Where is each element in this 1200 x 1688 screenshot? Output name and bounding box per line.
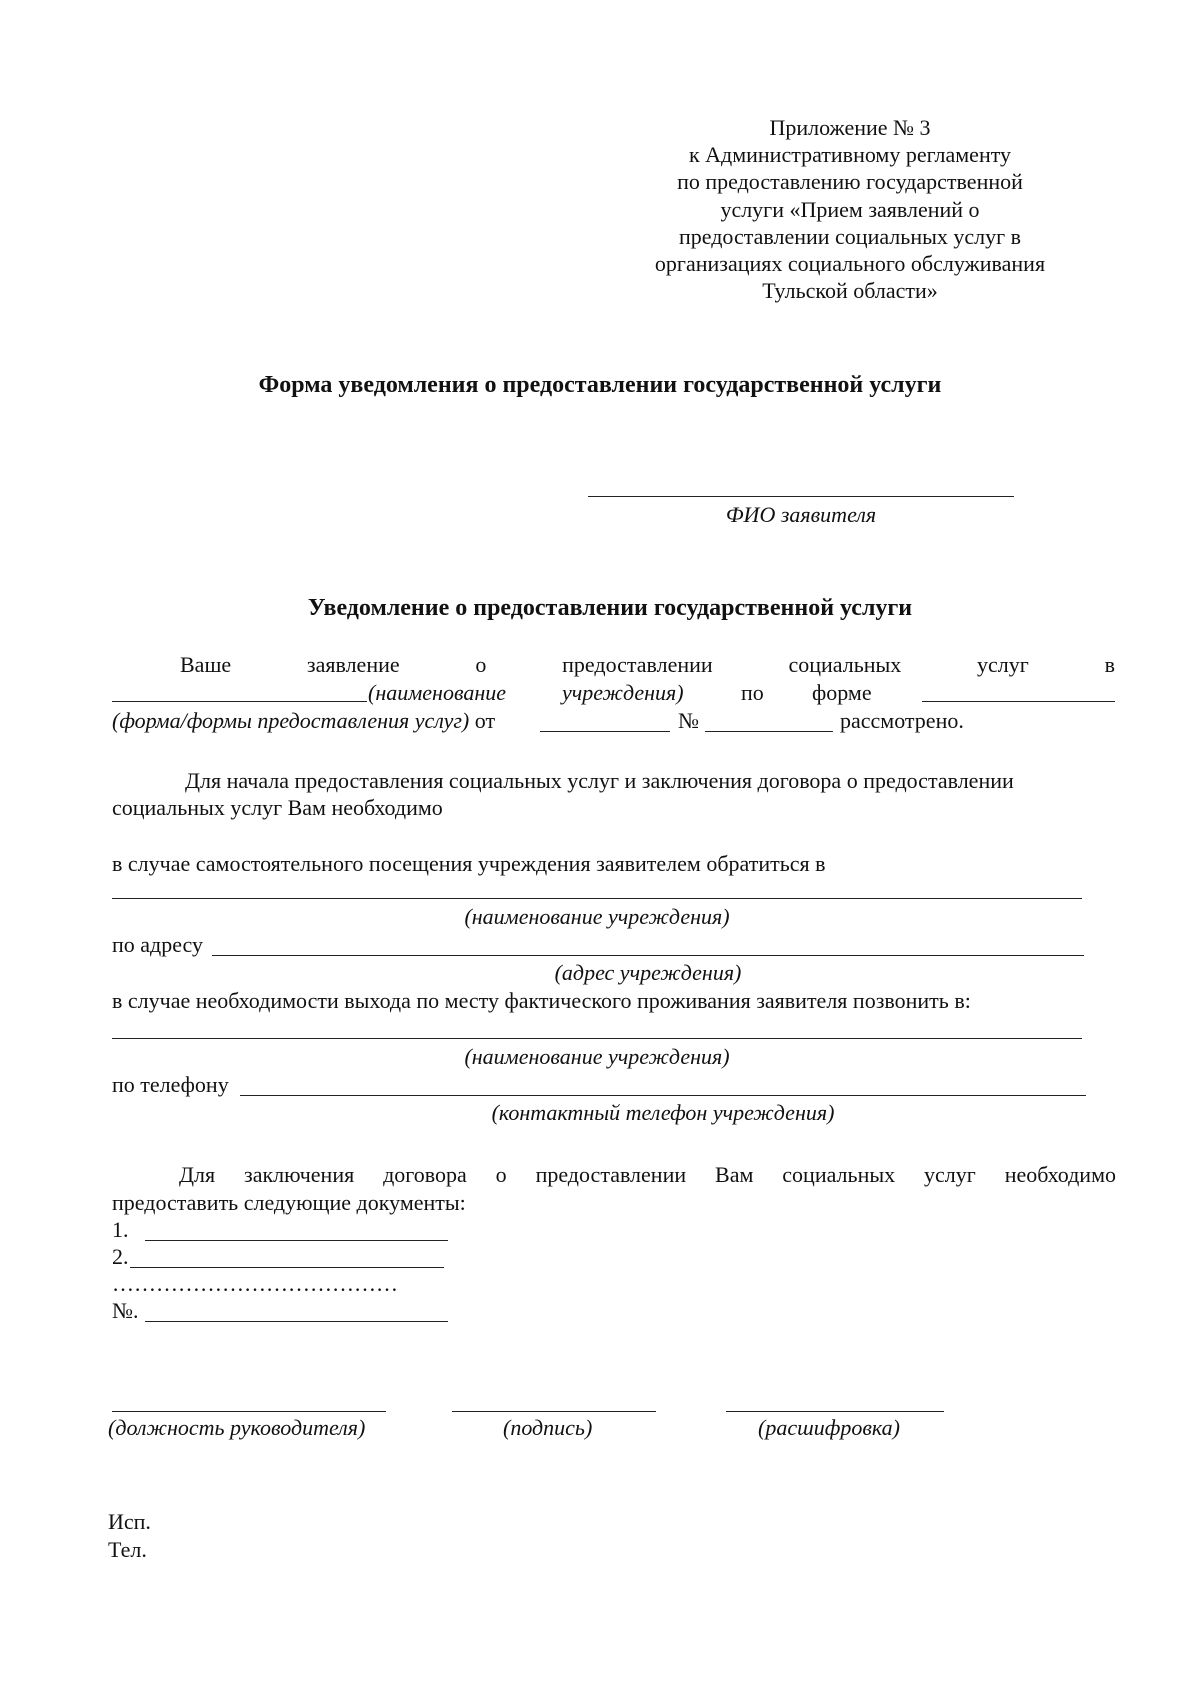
home-visit-org-line [112, 1038, 1082, 1039]
self-visit-org-line [112, 898, 1082, 899]
paragraph2-line1: Для начала предоставления социальных услуг и заключения договора о предоставлении [185, 768, 1014, 793]
word: предоставлении [535, 1162, 687, 1187]
notice-title: Уведомление о предоставлении государственной услуги [307, 595, 913, 621]
executor-label: Исп. [108, 1509, 151, 1534]
appendix-line: по предоставлению государственной [677, 169, 1023, 195]
form-blank [922, 701, 1115, 702]
document-item-1-line [145, 1240, 448, 1241]
applicant-name-caption: ФИО заявителя [725, 502, 877, 527]
address-label: по адресу [112, 932, 204, 957]
address-line [212, 955, 1084, 956]
word: о [495, 1162, 507, 1187]
document-item-n-line [145, 1321, 448, 1322]
word: услуг [924, 1162, 976, 1187]
paragraph2-line2: социальных услуг Вам необходимо [112, 795, 443, 820]
appendix-block [640, 114, 1060, 304]
appendix-line: предоставлении социальных услуг в [678, 223, 1022, 249]
signature-caption: (подпись) [503, 1415, 593, 1440]
address-caption: (адрес учреждения) [554, 960, 742, 985]
word: Для [179, 1162, 216, 1187]
word: социальных [788, 652, 902, 677]
institution-blank [112, 701, 367, 702]
phone-label: по телефону [112, 1072, 229, 1097]
home-visit-text: в случае необходимости выхода по месту фактического проживания заявителя позвонить в: [112, 988, 971, 1013]
document-item-1-number: 1. [112, 1217, 129, 1242]
paragraph1-line3 [112, 707, 495, 734]
self-visit-org-caption: (наименование учреждения) [464, 904, 730, 929]
documents-line1 [179, 1161, 1116, 1188]
appendix-line: Тульской области» [762, 278, 938, 304]
phone-footer-label: Тел. [108, 1537, 147, 1562]
word: предоставлении [562, 652, 713, 677]
word: о [475, 652, 487, 677]
date-blank [540, 731, 670, 732]
form-hint: (форма/формы предоставления услуг) [112, 708, 470, 733]
document-item-n-number: №. [112, 1298, 139, 1323]
document-items-ellipsis: ………………………………… [112, 1271, 398, 1296]
appendix-line: Приложение № 3 [769, 115, 931, 140]
word-ot: от [474, 708, 496, 733]
appendix-line: организациях социального обслуживания [654, 251, 1046, 277]
position-caption: (должность руководителя) [108, 1415, 366, 1440]
home-visit-org-caption: (наименование учреждения) [464, 1044, 730, 1069]
document-item-2-number: 2. [112, 1244, 129, 1269]
decoding-caption: (расшифровка) [758, 1415, 900, 1440]
paragraph1-line1 [180, 651, 1115, 678]
number-blank [705, 731, 833, 732]
self-visit-text: в случае самостоятельного посещения учреждения заявителем обратиться в [112, 851, 826, 876]
word: в [1104, 652, 1115, 677]
word-po: по [741, 680, 764, 705]
phone-caption: (контактный телефон учреждения) [491, 1100, 835, 1125]
applicant-name-line [588, 496, 1014, 497]
position-line [112, 1411, 386, 1412]
word: необходимо [1004, 1162, 1116, 1187]
word: Ваше [180, 652, 232, 677]
signature-line [452, 1411, 656, 1412]
institution-hint: (наименование [368, 680, 507, 705]
word: услуг [977, 652, 1029, 677]
word: заявление [306, 652, 400, 677]
word: договора [383, 1162, 467, 1187]
documents-line2: предоставить следующие документы: [112, 1190, 466, 1215]
considered-text: рассмотрено. [840, 708, 964, 733]
institution-hint-2: учреждения) [562, 680, 684, 705]
number-sign: № [678, 708, 699, 733]
word-forme: форме [812, 680, 872, 705]
word: социальных [782, 1162, 896, 1187]
phone-line [240, 1095, 1086, 1096]
word: Вам [715, 1162, 754, 1187]
form-title: Форма уведомления о предоставлении государственной услуги [258, 372, 942, 398]
document-item-2-line [130, 1267, 444, 1268]
appendix-line: к Административному регламенту [688, 142, 1012, 168]
word: заключения [244, 1162, 355, 1187]
decoding-line [726, 1411, 944, 1412]
appendix-line: услуги «Прием заявлений о [720, 196, 980, 222]
